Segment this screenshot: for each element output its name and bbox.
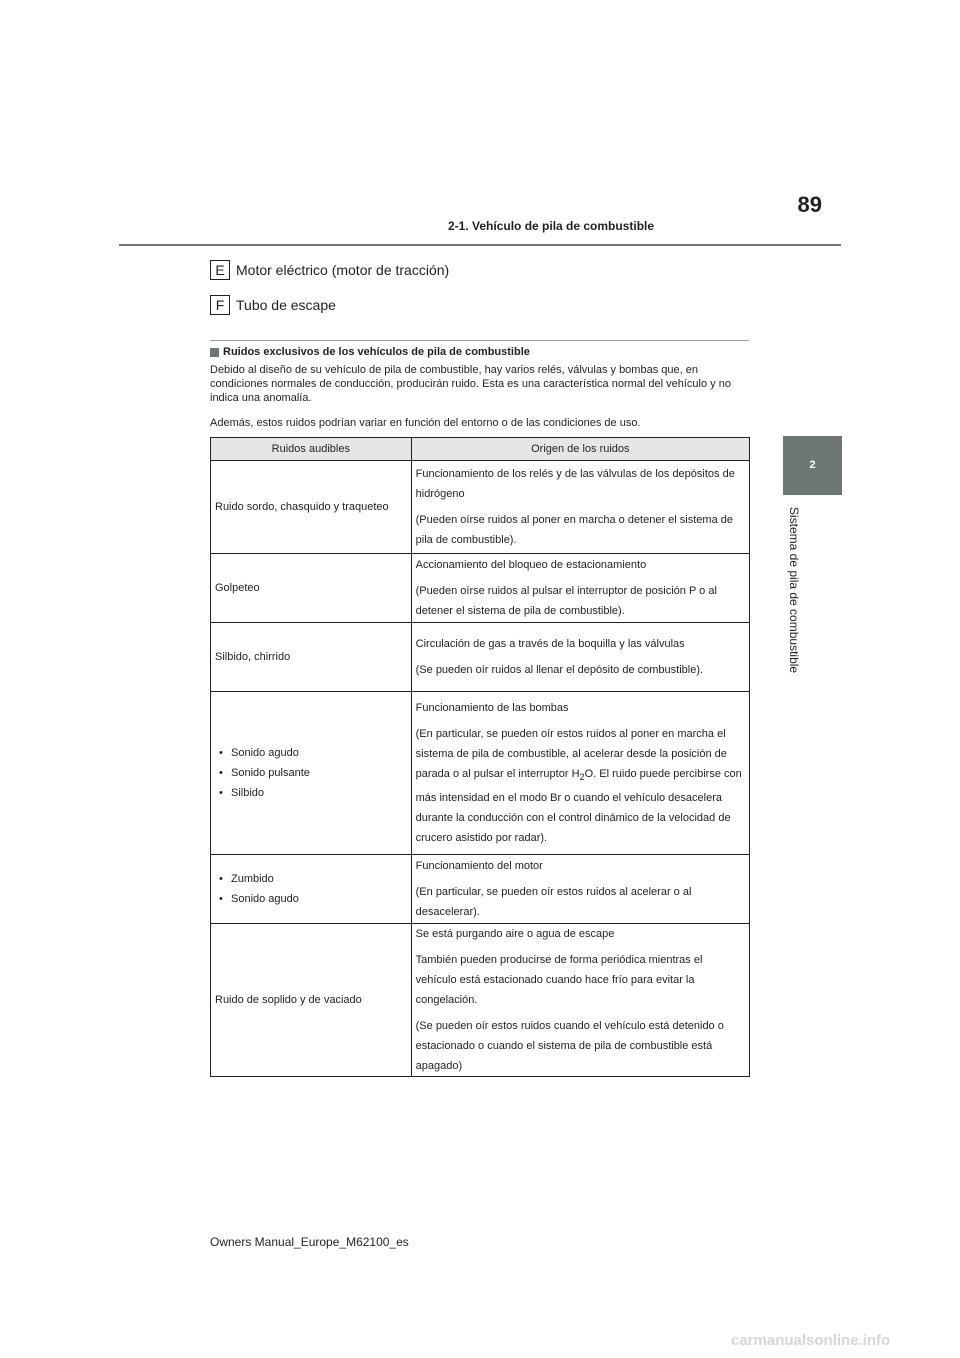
note-title — [210, 345, 750, 359]
sound-list — [215, 743, 407, 803]
origin-text: Se está purgando aire o agua de escape — [415, 928, 615, 940]
note-divider — [210, 340, 749, 341]
origin-cell — [411, 924, 749, 1077]
callout-letter-box: F — [210, 295, 230, 315]
chapter-label: Sistema de pila de combustible — [787, 507, 801, 674]
sound-cell: Silbido, chirrido — [211, 623, 412, 692]
table-header-row — [211, 438, 750, 461]
column-header-sounds: Ruidos audibles — [211, 438, 412, 461]
note-title-text: Ruidos exclusivos de los vehículos de pila de combustible — [223, 346, 530, 358]
table-row — [211, 461, 750, 554]
table-row — [211, 855, 750, 924]
origin-text: Funcionamiento de los relés y de las válvulas de los depósitos de hidrógeno — [415, 468, 735, 500]
origin-detail — [416, 724, 745, 847]
watermark: carmanualsonline.info — [731, 1332, 891, 1349]
origin-detail: (Pueden oírse ruidos al pulsar el interruptor de posición P o al detener el sistema de pila de combustible). — [415, 585, 717, 617]
origin-detail: (Pueden oírse ruidos al poner en marcha o detener el sistema de pila de combustible). — [415, 514, 733, 546]
origin-detail: También pueden producirse de forma periódica mientras el vehículo está estacionado cuando hace frío para evitar la congelación. — [415, 954, 703, 1006]
note-paragraph: Debido al diseño de su vehículo de pila de combustible, hay varios relés, válvulas y bombas que, en condiciones normales de conducción, producirán ruido. Esta es una característica normal del vehículo y no indica una anomalía. — [210, 364, 731, 404]
table-row — [211, 924, 750, 1077]
noise-table — [210, 437, 750, 1077]
callout-e — [210, 260, 710, 280]
footer-manual-id: Owners Manual_Europe_M62100_es — [210, 1235, 409, 1249]
origin-text: Circulación de gas a través de la boquilla y las válvulas — [415, 638, 685, 650]
origin-text: Funcionamiento del motor — [415, 860, 543, 872]
list-item: • Sonido agudo — [215, 743, 407, 763]
origin-detail-part: O. El ruido puede percibirse con más intensidad en el modo Br o cuando el vehículo desacelera durante la conducción con el control dinámico de la velocidad de crucero asistido por radar). — [415, 768, 742, 844]
square-bullet-icon — [210, 348, 219, 357]
origin-cell — [411, 855, 749, 924]
table-row — [211, 692, 750, 855]
page-number: 89 — [797, 192, 822, 217]
table-row — [211, 554, 750, 623]
origin-text: Accionamiento del bloqueo de estacionamiento — [415, 559, 647, 571]
callout-letter-box: E — [210, 260, 230, 280]
origin-detail: (Se pueden oír ruidos al llenar el depósito de combustible). — [415, 664, 704, 676]
list-item: • Sonido agudo — [215, 889, 407, 909]
header-divider — [119, 244, 841, 246]
origin-detail: (Se pueden oír estos ruidos cuando el vehículo está detenido o estacionado o cuando el sistema de pila de combustible está apagado) — [415, 1020, 724, 1072]
callout-f — [210, 295, 710, 315]
origin-cell — [411, 692, 749, 855]
origin-cell — [411, 623, 749, 692]
list-item: • Silbido — [215, 783, 407, 803]
sound-cell: Ruido de soplido y de vaciado — [211, 924, 412, 1077]
origin-text: Funcionamiento de las bombas — [415, 702, 569, 715]
list-item: • Sonido pulsante — [215, 763, 407, 783]
sound-cell — [211, 692, 412, 855]
origin-cell — [411, 461, 749, 554]
note-paragraph: Además, estos ruidos podrían variar en función del entorno o de las condiciones de uso. — [210, 417, 641, 429]
origin-detail: (En particular, se pueden oír estos ruidos al acelerar o al desacelerar). — [415, 886, 692, 918]
chapter-tab: 2 — [783, 436, 842, 495]
sound-cell — [211, 855, 412, 924]
column-header-origin: Origen de los ruidos — [411, 438, 749, 461]
list-item: • Zumbido — [215, 869, 407, 889]
sound-cell: Golpeteo — [211, 554, 412, 623]
subscript-2: 2 — [579, 772, 585, 783]
table-row — [211, 623, 750, 692]
section-title: 2-1. Vehículo de pila de combustible — [448, 219, 655, 233]
sound-list — [215, 869, 407, 909]
origin-cell — [411, 554, 749, 623]
origin-detail-part: (En particular, se pueden oír estos ruidos al poner en marcha el sistema de pila de combustible, al acelerar desde la posición de parada o al pulsar el interruptor H — [415, 728, 727, 781]
callout-label: Tubo de escape — [236, 297, 336, 313]
sound-cell: Ruido sordo, chasquido y traqueteo — [211, 461, 412, 554]
callout-label: Motor eléctrico (motor de tracción) — [236, 262, 450, 278]
